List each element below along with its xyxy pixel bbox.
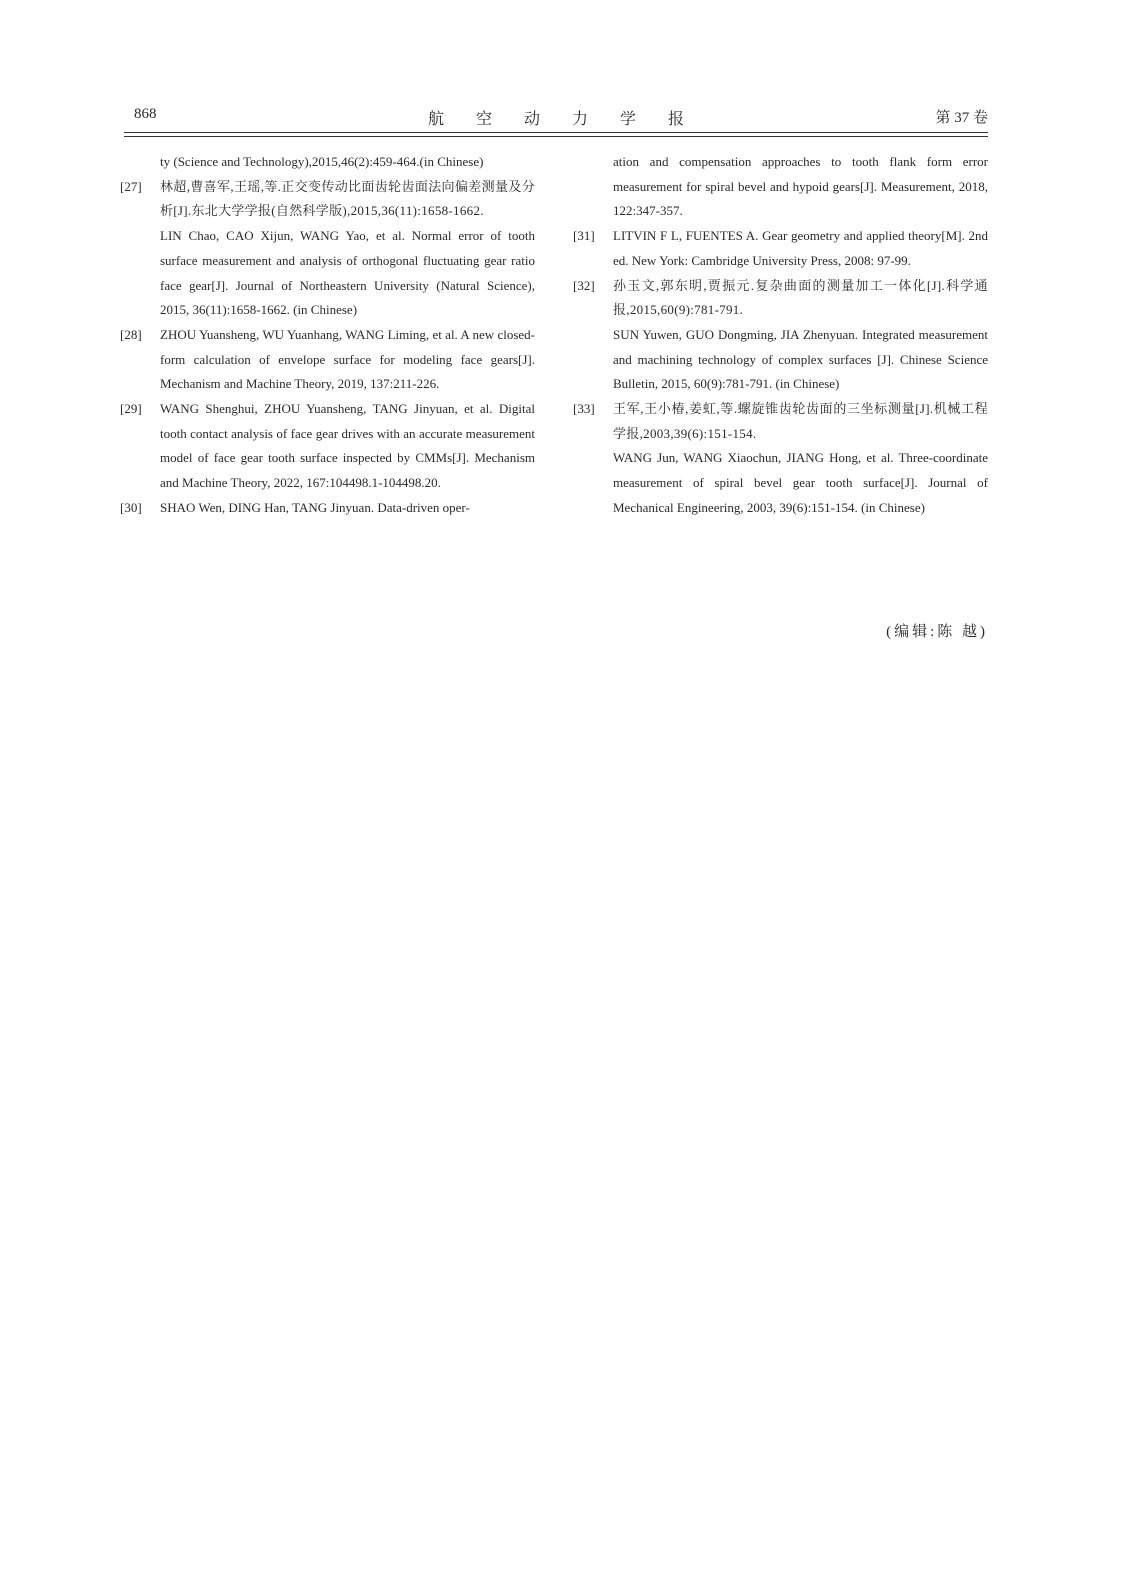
reference-text: ty (Science and Technology),2015,46(2):459-464.(in Chinese): [160, 154, 484, 169]
volume-label: 第 37 卷: [935, 110, 988, 126]
reference-text: LITVIN F L, FUENTES A. Gear geometry and applied theory[M]. 2nd ed. New York: Cambridge University Press, 2008: 97-99.: [613, 228, 988, 268]
header-rule-thick: [124, 132, 988, 133]
reference-continuation: [573, 150, 988, 224]
reference-text: ation and compensation approaches to tooth flank form error measurement for spiral bevel and hypoid gears[J]. Measurement, 2018, 122:347-357.: [613, 154, 988, 219]
reference-number: [33]: [573, 401, 595, 417]
reference-text-english: WANG Jun, WANG Xiaochun, JIANG Hong, et al. Three-coordinate measurement of spiral bevel gear tooth surface[J]. Journal of Mechanical Engineering, 2003, 39(6):151-154. (in Chinese): [613, 450, 988, 515]
reference-number: [28]: [120, 326, 142, 342]
reference-text: ZHOU Yuansheng, WU Yuanhang, WANG Liming, et al. A new closed-form calculation of envelope surface for modeling face gears[J]. Mechanism and Machine Theory, 2019, 137:211-226.: [160, 326, 535, 392]
page-number: 868: [134, 106, 157, 122]
reference-number: [31]: [573, 228, 595, 244]
right-column: [573, 150, 988, 521]
header-rule-thin: [124, 136, 988, 137]
reference-continuation: [120, 150, 535, 175]
reference-number: [32]: [573, 277, 595, 293]
reference-text: SHAO Wen, DING Han, TANG Jinyuan. Data-driven oper-: [160, 499, 470, 515]
reference-29: [120, 397, 535, 496]
reference-31: [573, 224, 988, 273]
reference-number: [30]: [120, 499, 142, 515]
reference-number: [29]: [120, 401, 142, 417]
left-column: [120, 150, 535, 521]
reference-number: [27]: [120, 178, 142, 194]
reference-30: [120, 496, 535, 521]
reference-text: WANG Shenghui, ZHOU Yuansheng, TANG Jinyuan, et al. Digital tooth contact analysis of face gear drives with an accurate measurement model of face gear tooth surface inspected by CMMs[J]. Mechanism and Machine Theory, 2022, 167:104498.1-104498.20.: [160, 401, 535, 491]
editor-credit: (编辑:陈 越): [886, 624, 988, 640]
reference-text-english: SUN Yuwen, GUO Dongming, JIA Zhenyuan. Integrated measurement and machining technology of complex surfaces [J]. Chinese Science Bulletin, 2015, 60(9):781-791. (in Chinese): [613, 326, 988, 392]
reference-28: [120, 323, 535, 397]
reference-text-english: LIN Chao, CAO Xijun, WANG Yao, et al. Normal error of tooth surface measurement and analysis of orthogonal fluctuating gear ratio face gear[J]. Journal of Northeastern University (Natural Science), 2015, 36(11):1658-1662. (in Chinese): [160, 228, 535, 318]
reference-text-chinese: 林超,曹喜军,王瑶,等.正交变传动比面齿轮齿面法向偏差测量及分析[J].东北大学学报(自然科学版),2015,36(11):1658-1662.: [160, 178, 535, 219]
reference-32: [573, 274, 988, 398]
reference-text-chinese: 孙玉文,郭东明,贾振元.复杂曲面的测量加工一体化[J].科学通报,2015,60(9):781-791.: [613, 277, 988, 318]
reference-33: [573, 397, 988, 521]
journal-title: 航 空 动 力 学 报: [427, 111, 698, 128]
reference-text-chinese: 王军,王小椿,姜虹,等.螺旋锥齿轮齿面的三坐标测量[J].机械工程学报,2003,39(6):151-154.: [613, 401, 988, 441]
reference-27: [120, 175, 535, 323]
page-header: [124, 100, 988, 132]
